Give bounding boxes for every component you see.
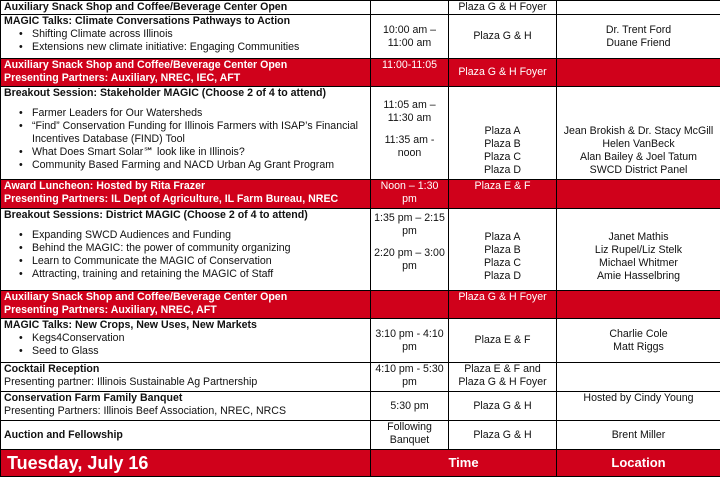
topic-list: [4, 28, 367, 54]
session-cell: [1, 1, 371, 15]
speaker-cell: [557, 319, 720, 363]
speaker-cell: [557, 291, 720, 319]
location-cell: [449, 319, 557, 363]
table-row: [1, 15, 720, 59]
topic-item: • Attracting, training and retaining the MAGIC of Staff: [32, 268, 367, 281]
table-row: [1, 421, 720, 450]
session-partners: Presenting Partners: Auxiliary, NREC, AFT: [4, 303, 217, 316]
topic-item: • Community Based Farming and NACD Urban Ag Grant Program: [32, 159, 367, 172]
location-cell: [449, 15, 557, 59]
topic-item: • “Find” Conservation Funding for Illinois Farmers with ISAP’s Financial Incentives Database (FIND) Tool: [32, 120, 367, 146]
table-row: [1, 1, 720, 15]
speaker-name: SWCD District Panel: [589, 163, 688, 176]
session-cell: [1, 291, 371, 319]
topic-item: • Seed to Glass: [32, 345, 367, 358]
table-row: [1, 319, 720, 363]
location-cell: Plaza G & H Foyer: [449, 1, 557, 15]
session-partners: Presenting Partners: IL Dept of Agriculture, IL Farm Bureau, NREC: [4, 192, 339, 205]
table-row: [1, 363, 720, 392]
speaker-name: Dr. Trent Ford: [605, 23, 672, 36]
session-title: Auxiliary Snack Shop and Coffee/Beverage Center Open: [4, 59, 288, 71]
time-cell: [371, 15, 449, 59]
room-name: Plaza D: [483, 163, 522, 176]
location-text: Plaza G & H: [473, 399, 532, 412]
table-row-highlight: [1, 59, 720, 87]
room-name: Plaza C: [483, 150, 522, 163]
time-cell: [371, 392, 449, 421]
speaker-name: Matt Riggs: [613, 340, 664, 353]
speaker-name: Michael Whitmer: [599, 256, 678, 269]
topic-list: [4, 229, 367, 281]
speaker-name: Alan Bailey & Joel Tatum: [580, 150, 697, 163]
time-slot-first: 11:05 am – 11:30 am: [383, 99, 436, 124]
location-cell: [449, 87, 557, 180]
location-text: Plaza G & H Foyer: [458, 66, 547, 79]
location-column-header: Location: [557, 450, 720, 477]
location-cell: [449, 392, 557, 421]
session-title: Cocktail Reception: [4, 363, 100, 375]
table-row-highlight: [1, 291, 720, 319]
room-name: Plaza B: [484, 137, 521, 150]
time-cell: [371, 1, 449, 15]
speaker-cell: [557, 15, 720, 59]
time-cell: Following Banquet: [371, 421, 449, 450]
time-text: 10:00 am – 11:00 am: [382, 23, 436, 49]
topic-item: • What Does Smart Solar℠ look like in Illinois?: [32, 146, 367, 159]
topic-item: • Expanding SWCD Audiences and Funding: [32, 229, 367, 242]
session-partners: Presenting partner: Illinois Sustainable Ag Partnership: [4, 375, 258, 388]
time-slot-first: 1:35 pm – 2:15 pm: [374, 212, 445, 237]
room-name: Plaza B: [484, 243, 521, 256]
room-name: Plaza D: [483, 269, 522, 282]
day-header-row: [1, 450, 720, 477]
table-row: [1, 87, 720, 180]
speaker-cell: [557, 1, 720, 15]
topic-item: • Shifting Climate across Illinois: [32, 28, 367, 41]
session-partners: Presenting Partners: Auxiliary, NREC, IEC, AFT: [4, 71, 241, 84]
time-cell: [371, 291, 449, 319]
session-title: Auxiliary Snack Shop and Coffee/Beverage Center Open: [4, 1, 288, 13]
session-title: Conservation Farm Family Banquet: [4, 392, 183, 404]
time-slot-second: 11:35 am - noon: [384, 133, 435, 159]
topic-item: • Kegs4Conservation: [32, 332, 367, 345]
speaker-name: Helen VanBeck: [602, 137, 675, 150]
location-text: Plaza G & H: [473, 30, 532, 43]
session-cell: [1, 209, 371, 291]
time-cell: [371, 319, 449, 363]
time-cell: 4:10 pm - 5:30 pm: [371, 363, 449, 392]
location-cell: [449, 59, 557, 87]
session-cell: [1, 319, 371, 363]
location-cell: Plaza E & F: [449, 180, 557, 209]
location-cell: Plaza E & F and Plaza G & H Foyer: [449, 363, 557, 392]
speaker-name: Brent Miller: [611, 428, 666, 441]
time-cell: [371, 87, 449, 180]
time-column-header: Time: [371, 450, 557, 477]
room-name: Plaza A: [484, 231, 521, 243]
topic-item: • Learn to Communicate the MAGIC of Conservation: [32, 255, 367, 268]
session-title: MAGIC Talks: Climate Conversations Pathways to Action: [4, 15, 291, 27]
location-text: Plaza G & H: [473, 428, 532, 441]
time-cell: Noon – 1:30 pm: [371, 180, 449, 209]
speaker-cell: [557, 209, 720, 291]
session-cell: [1, 363, 371, 392]
time-cell: 11:00-11:05: [371, 59, 449, 87]
speaker-name: Liz Rupel/Liz Stelk: [594, 243, 683, 256]
speaker-cell: [557, 180, 720, 209]
time-slot-second: 2:20 pm – 3:00 pm: [374, 246, 445, 272]
session-cell: [1, 392, 371, 421]
session-cell: [1, 15, 371, 59]
location-text: Plaza E & F: [474, 334, 531, 347]
session-cell: [1, 180, 371, 209]
topic-list: [4, 332, 367, 358]
session-title: Auction and Fellowship: [4, 428, 123, 441]
speaker-name: Janet Mathis: [608, 231, 669, 243]
table-row: [1, 209, 720, 291]
speaker-cell: [557, 421, 720, 450]
topic-item: • Extensions new climate initiative: Engaging Communities: [32, 41, 367, 54]
location-cell: [449, 209, 557, 291]
table-row: [1, 392, 720, 421]
session-title: Award Luncheon: Hosted by Rita Frazer: [4, 180, 206, 192]
speaker-name: Charlie Cole: [609, 327, 668, 340]
speaker-name: Duane Friend: [606, 36, 671, 49]
speaker-cell: [557, 59, 720, 87]
day-heading: Tuesday, July 16: [1, 450, 371, 477]
speaker-cell: [557, 87, 720, 180]
session-title: Breakout Sessions: District MAGIC (Choose 2 of 4 to attend): [4, 209, 308, 221]
table-row-highlight: [1, 180, 720, 209]
speaker-name: Amie Hasselbring: [596, 269, 681, 282]
time-text: 3:10 pm - 4:10 pm: [375, 327, 444, 353]
location-cell: Plaza G & H Foyer: [449, 291, 557, 319]
session-title: MAGIC Talks: New Crops, New Uses, New Markets: [4, 319, 257, 331]
session-cell: [1, 421, 371, 450]
room-name: Plaza A: [484, 125, 521, 137]
session-partners: Presenting Partners: Illinois Beef Association, NREC, NRCS: [4, 404, 287, 417]
session-title: Auxiliary Snack Shop and Coffee/Beverage Center Open: [4, 291, 288, 303]
topic-list: [4, 107, 367, 172]
location-cell: [449, 421, 557, 450]
topic-item: • Farmer Leaders for Our Watersheds: [32, 107, 367, 120]
session-title: Breakout Session: Stakeholder MAGIC (Choose 2 of 4 to attend): [4, 87, 326, 99]
speaker-cell: [557, 363, 720, 392]
time-text: 5:30 pm: [390, 399, 429, 412]
topic-item: • Behind the MAGIC: the power of community organizing: [32, 242, 367, 255]
session-cell: [1, 59, 371, 87]
room-name: Plaza C: [483, 256, 522, 269]
speaker-cell: Hosted by Cindy Young: [557, 392, 720, 421]
session-cell: [1, 87, 371, 180]
speaker-name: Jean Brokish & Dr. Stacy McGill: [563, 125, 714, 137]
time-cell: [371, 209, 449, 291]
